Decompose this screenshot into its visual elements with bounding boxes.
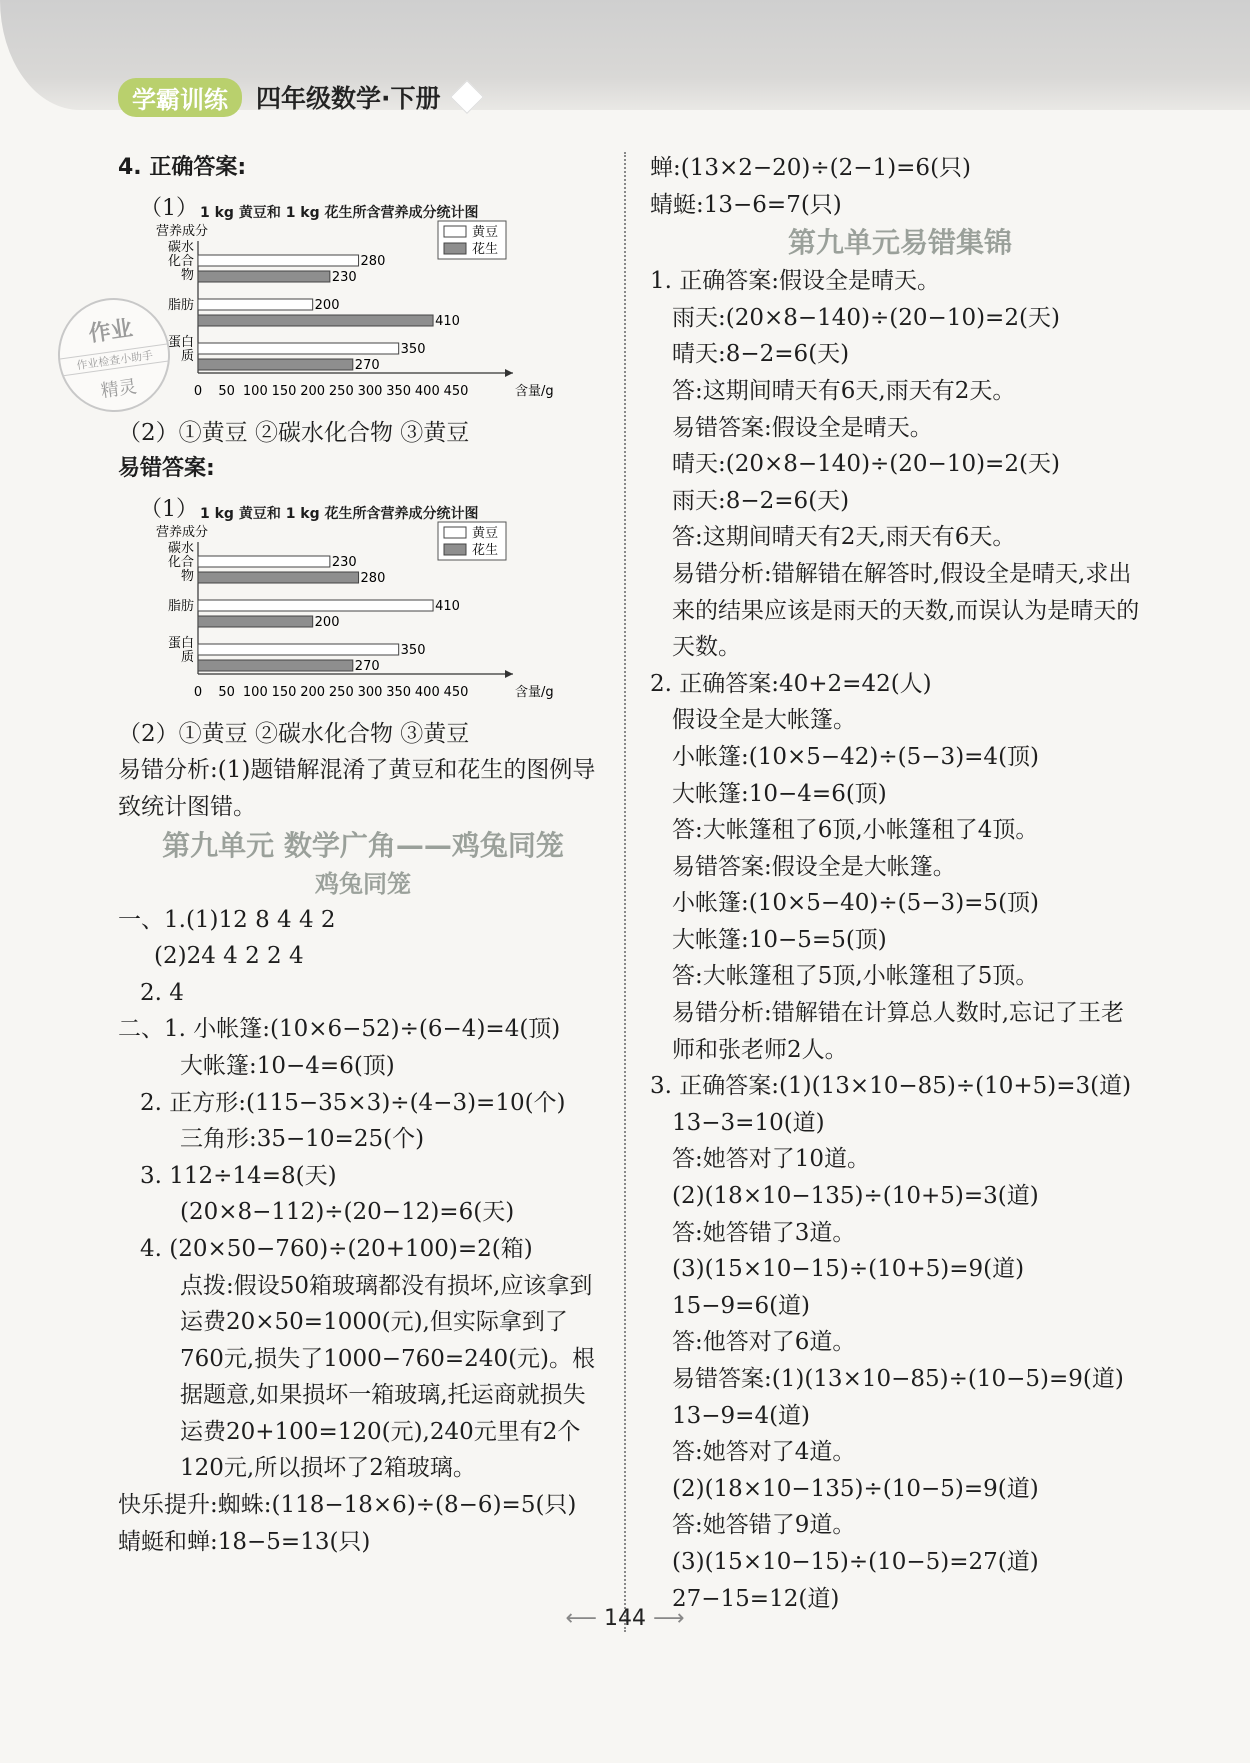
answer-line: 2. 4	[140, 979, 184, 1006]
answer-line: 二、1. 小帐篷:(10×6−52)÷(6−4)=4(顶)	[118, 1016, 561, 1043]
x-axis-label: 含量/g	[515, 383, 554, 399]
chart1-part2: （2）①黄豆 ②碳水化合物 ③黄豆	[118, 419, 470, 446]
answer-line: 13−3=10(道)	[672, 1109, 825, 1136]
answer-line: 4. (20×50−760)÷(20+100)=2(箱)	[140, 1235, 533, 1262]
x-axis-label: 含量/g	[515, 684, 554, 700]
unit-subtitle: 鸡兔同笼	[315, 869, 411, 898]
bar	[198, 343, 399, 354]
answer-line: 小帐篷:(10×5−42)÷(5−3)=4(顶)	[672, 743, 1040, 770]
bar-chart-svg	[148, 522, 554, 712]
answer-line: 雨天:8−2=6(天)	[672, 487, 850, 514]
bar-chart-svg	[148, 221, 554, 411]
category-label: 脂肪	[167, 297, 194, 313]
answer-line: 答:她答对了4道。	[672, 1439, 856, 1466]
bar	[198, 660, 353, 671]
answer-line: 13−9=4(道)	[672, 1402, 811, 1429]
wrong-answer-label: 易错答案:	[118, 456, 215, 482]
answer-line: 1. 正确答案:假设全是晴天。	[650, 268, 941, 295]
answer-line: 2. 正确答案:40+2=42(人)	[650, 670, 932, 697]
answer-line: (2)24 4 2 2 4	[154, 943, 304, 970]
answer-line: 15−9=6(道)	[672, 1292, 811, 1319]
bar-value-label: 280	[360, 253, 386, 269]
answer-line: 易错答案:(1)(13×10−85)÷(10−5)=9(道)	[672, 1366, 1124, 1392]
legend-label: 花生	[472, 542, 499, 558]
bar-value-label: 230	[331, 554, 357, 570]
x-tick-label: 150	[271, 684, 297, 700]
answer-line: 晴天:(20×8−140)÷(20−10)=2(天)	[672, 451, 1060, 478]
answer-line: 答:这期间晴天有6天,雨天有2天。	[672, 377, 1016, 404]
bar-value-label: 350	[400, 341, 426, 357]
x-tick-label: 200	[300, 383, 326, 399]
x-tick-label: 100	[242, 383, 268, 399]
x-tick-label: 450	[443, 684, 469, 700]
legend-label: 花生	[472, 241, 499, 257]
bar-value-label: 200	[314, 297, 340, 313]
answer-line: 蜻蜓:13−6=7(只)	[650, 191, 842, 218]
chart-part-label: （1）	[140, 496, 198, 522]
answer-line: (2)(18×10−135)÷(10−5)=9(道)	[672, 1475, 1039, 1502]
answer-line: 答:大帐篷租了5顶,小帐篷租了5顶。	[672, 963, 1039, 990]
book-title: 四年级数学·下册	[256, 84, 441, 113]
happy-line: 蜻蜓和蝉:18−5=13(只)	[118, 1528, 371, 1555]
bar-value-label: 270	[354, 658, 380, 674]
bar	[198, 616, 313, 627]
bar	[198, 315, 433, 326]
legend-swatch	[444, 226, 466, 237]
x-tick-label: 50	[218, 383, 235, 399]
q4-heading: 4. 正确答案:	[118, 155, 247, 180]
category-label: 脂肪	[167, 598, 194, 614]
left-column	[118, 150, 608, 1560]
category-label: 质	[180, 348, 194, 364]
answer-line: 27−15=12(道)	[672, 1585, 840, 1612]
header-brand	[118, 78, 479, 116]
category-label: 蛋白	[167, 635, 194, 651]
chart-correct	[118, 187, 608, 415]
bar-value-label: 230	[331, 269, 357, 285]
bar	[198, 271, 330, 282]
x-tick-label: 0	[193, 383, 203, 399]
x-tick-label: 300	[357, 383, 383, 399]
x-tick-label: 100	[242, 684, 268, 700]
bar-value-label: 280	[360, 570, 386, 586]
answer-line: 3. 112÷14=8(天)	[140, 1162, 337, 1189]
happy-line: 快乐提升:蜘蛛:(118−18×6)÷(8−6)=5(只)	[118, 1492, 577, 1519]
answer-line: (3)(15×10−15)÷(10+5)=9(道)	[672, 1256, 1025, 1283]
category-label: 化合	[167, 554, 194, 570]
answer-line: 答:她答对了10道。	[672, 1146, 871, 1173]
section-title: 第九单元易错集锦	[787, 226, 1012, 260]
answer-line: 三角形:35−10=25(个)	[180, 1126, 425, 1153]
category-label: 碳水	[167, 540, 194, 556]
answer-line: 易错答案:假设全是大帐篷。	[672, 853, 956, 880]
x-axis-arrow	[505, 670, 513, 678]
x-axis-arrow	[505, 369, 513, 377]
answer-line: 答:他答对了6道。	[672, 1329, 856, 1356]
x-tick-label: 250	[328, 383, 354, 399]
bar	[198, 572, 359, 583]
legend-label: 黄豆	[472, 525, 499, 541]
bar-value-label: 410	[435, 313, 460, 329]
x-tick-label: 300	[357, 684, 383, 700]
answer-line: 蝉:(13×2−20)÷(2−1)=6(只)	[650, 155, 972, 181]
x-tick-label: 350	[386, 684, 412, 700]
answer-line: 答:她答错了3道。	[672, 1219, 856, 1246]
answer-line: 大帐篷:10−4=6(顶)	[672, 780, 887, 807]
bar-value-label: 350	[400, 642, 426, 658]
page-number-text: 144	[604, 1606, 646, 1631]
category-label: 物	[180, 568, 194, 584]
bar	[198, 359, 353, 370]
x-tick-label: 150	[271, 383, 297, 399]
hint-text: 点拨:假设50箱玻璃都没有损坏,应该拿到运费20×50=1000(元),但实际拿到了760元,损失了1000−760=240(元)。根据题意,如果损坏一箱玻璃,托运商就损失运费20+100=120(元),240元里有2个120元,所以损坏了2箱玻璃。	[180, 1272, 596, 1482]
answer-line: 答:这期间晴天有2天,雨天有6天。	[672, 524, 1016, 551]
x-tick-label: 400	[414, 383, 440, 399]
chart-wrong	[118, 488, 608, 716]
category-label: 物	[180, 267, 194, 283]
answer-line: (3)(15×10−15)÷(10−5)=27(道)	[672, 1548, 1039, 1575]
bar-value-label: 270	[354, 357, 380, 373]
answer-line: 小帐篷:(10×5−40)÷(5−3)=5(顶)	[672, 890, 1040, 917]
answer-line: 2. 正方形:(115−35×3)÷(4−3)=10(个)	[140, 1089, 566, 1116]
column-divider	[624, 152, 626, 1632]
answer-line: (20×8−112)÷(20−12)=6(天)	[180, 1199, 515, 1226]
diamond-icon	[450, 80, 484, 114]
answer-line: 易错答案:假设全是晴天。	[672, 414, 933, 441]
legend-label: 黄豆	[472, 224, 499, 240]
unit-title: 第九单元 数学广角——鸡兔同笼	[162, 828, 564, 862]
category-label: 蛋白	[167, 334, 194, 350]
brand-badge: 学霸训练	[118, 78, 242, 117]
bar	[198, 644, 399, 655]
legend-swatch	[444, 527, 466, 538]
error-analysis: 易错分析:(1)题错解混淆了黄豆和花生的图例导致统计图错。	[118, 757, 596, 820]
answer-line: 答:大帐篷租了6顶,小帐篷租了4顶。	[672, 817, 1039, 844]
x-tick-label: 200	[300, 684, 326, 700]
stamp-text: 精灵	[99, 376, 139, 403]
answer-line: 一、1.(1)12 8 4 4 2	[118, 906, 336, 933]
stamp-text: 作业检查小助手	[60, 344, 169, 377]
chart-part-label: （1）	[140, 195, 198, 221]
answer-line: 大帐篷:10−5=5(顶)	[672, 926, 887, 953]
bar	[198, 556, 330, 567]
category-label: 碳水	[167, 239, 194, 255]
chart2-part2: （2）①黄豆 ②碳水化合物 ③黄豆	[118, 720, 470, 747]
error-analysis: 易错分析:错解错在解答时,假设全是晴天,求出来的结果应该是雨天的天数,而误认为是晴天的天数。	[672, 560, 1140, 661]
page-number: ⟵ 144 ⟶	[565, 1606, 685, 1631]
legend-swatch	[444, 243, 466, 254]
bar	[198, 255, 359, 266]
right-column	[650, 150, 1150, 1617]
category-label: 化合	[167, 253, 194, 269]
x-tick-label: 50	[218, 684, 235, 700]
answer-line: 答:她答错了9道。	[672, 1512, 856, 1539]
y-axis-label: 营养成分	[156, 524, 209, 540]
answer-line: 3. 正确答案:(1)(13×10−85)÷(10+5)=3(道)	[650, 1073, 1132, 1100]
category-label: 质	[180, 649, 194, 665]
bar	[198, 299, 313, 310]
bar	[198, 600, 433, 611]
bar-value-label: 200	[314, 614, 340, 630]
x-tick-label: 350	[386, 383, 412, 399]
stamp-text: 作业	[87, 316, 135, 348]
chart-title: 1 kg 黄豆和 1 kg 花生所含营养成分统计图	[200, 204, 479, 221]
answer-line: 假设全是大帐篷。	[672, 707, 856, 734]
bar-value-label: 410	[435, 598, 460, 614]
error-analysis: 易错分析:错解错在计算总人数时,忘记了王老师和张老师2人。	[672, 1000, 1125, 1063]
x-tick-label: 250	[328, 684, 354, 700]
chart-title: 1 kg 黄豆和 1 kg 花生所含营养成分统计图	[200, 505, 479, 522]
answer-line: 雨天:(20×8−140)÷(20−10)=2(天)	[672, 304, 1060, 331]
x-tick-label: 0	[193, 684, 203, 700]
y-axis-label: 营养成分	[156, 223, 209, 239]
answer-line: 大帐篷:10−4=6(顶)	[180, 1052, 395, 1079]
legend-swatch	[444, 544, 466, 555]
x-tick-label: 400	[414, 684, 440, 700]
answer-line: 晴天:8−2=6(天)	[672, 341, 850, 368]
answer-line: (2)(18×10−135)÷(10+5)=3(道)	[672, 1183, 1039, 1210]
x-tick-label: 450	[443, 383, 469, 399]
